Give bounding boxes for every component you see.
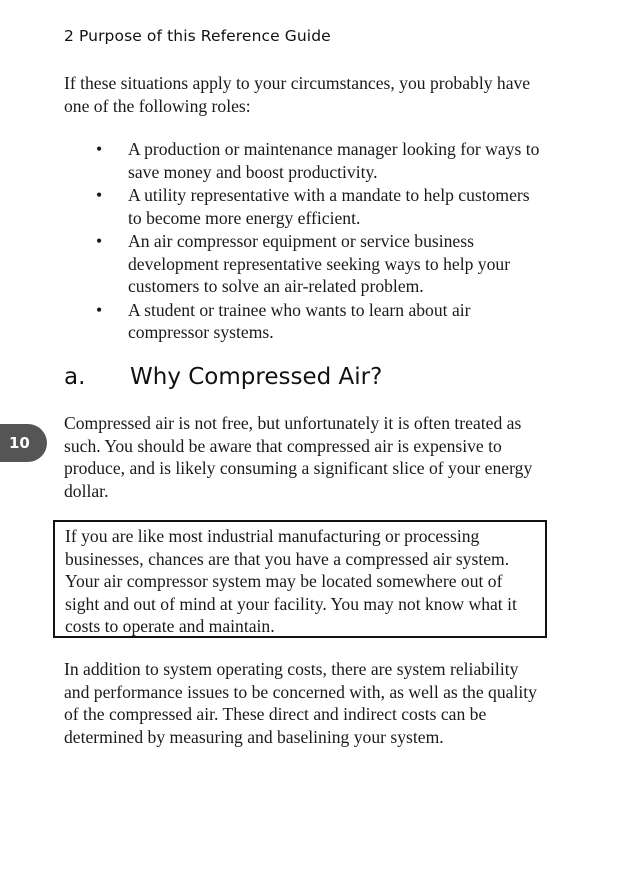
intro-paragraph: If these situations apply to your circumstances, you probably have one of the following roles: [64,73,531,116]
closing-paragraph: In addition to system operating costs, there are system reliability and performance issues to be concerned with, as well as the quality of the compressed air. These direct and indirect costs can be determined by measuring and baselining your system. [64,659,537,747]
list-item [90,299,540,344]
section-title: Why Compressed Air? [130,364,383,390]
running-head: 2 Purpose of this Reference Guide [64,27,331,45]
list-item-text: A utility representative with a mandate to help customers to become more energy efficient. [128,185,530,228]
list-item-text: An air compressor equipment or service business development representative seeking ways to help your customers to solve an air-related problem. [128,231,511,296]
callout-box [53,520,547,638]
roles-list [90,138,540,345]
list-item-text: A production or maintenance manager looking for ways to save money and boost productivity. [128,139,540,182]
page-number-tab [0,424,47,462]
list-item [90,230,540,298]
section-heading [64,364,382,390]
list-item-text: A student or trainee who wants to learn about air compressor systems. [128,299,471,342]
list-item [90,138,540,183]
bullet-icon: • [96,185,103,205]
bullet-icon: • [96,299,103,320]
callout-text: If you are like most industrial manufacturing or processing businesses, chances are that you have a compressed air system. Your air compressor system may be located somewhere out of sight and out of mind at your facility. You may not know what it costs to operate and maintain. [65,526,517,636]
bullet-icon: • [96,139,103,159]
page-number: 10 [9,434,30,452]
why-paragraph: Compressed air is not free, but unfortunately it is often treated as such. You should be aware that compressed air is expensive to produce, and is likely consuming a significant slice of your energy dollar. [64,413,533,501]
bullet-icon: • [96,231,103,251]
section-number: a. [64,364,86,390]
list-item [90,184,540,229]
